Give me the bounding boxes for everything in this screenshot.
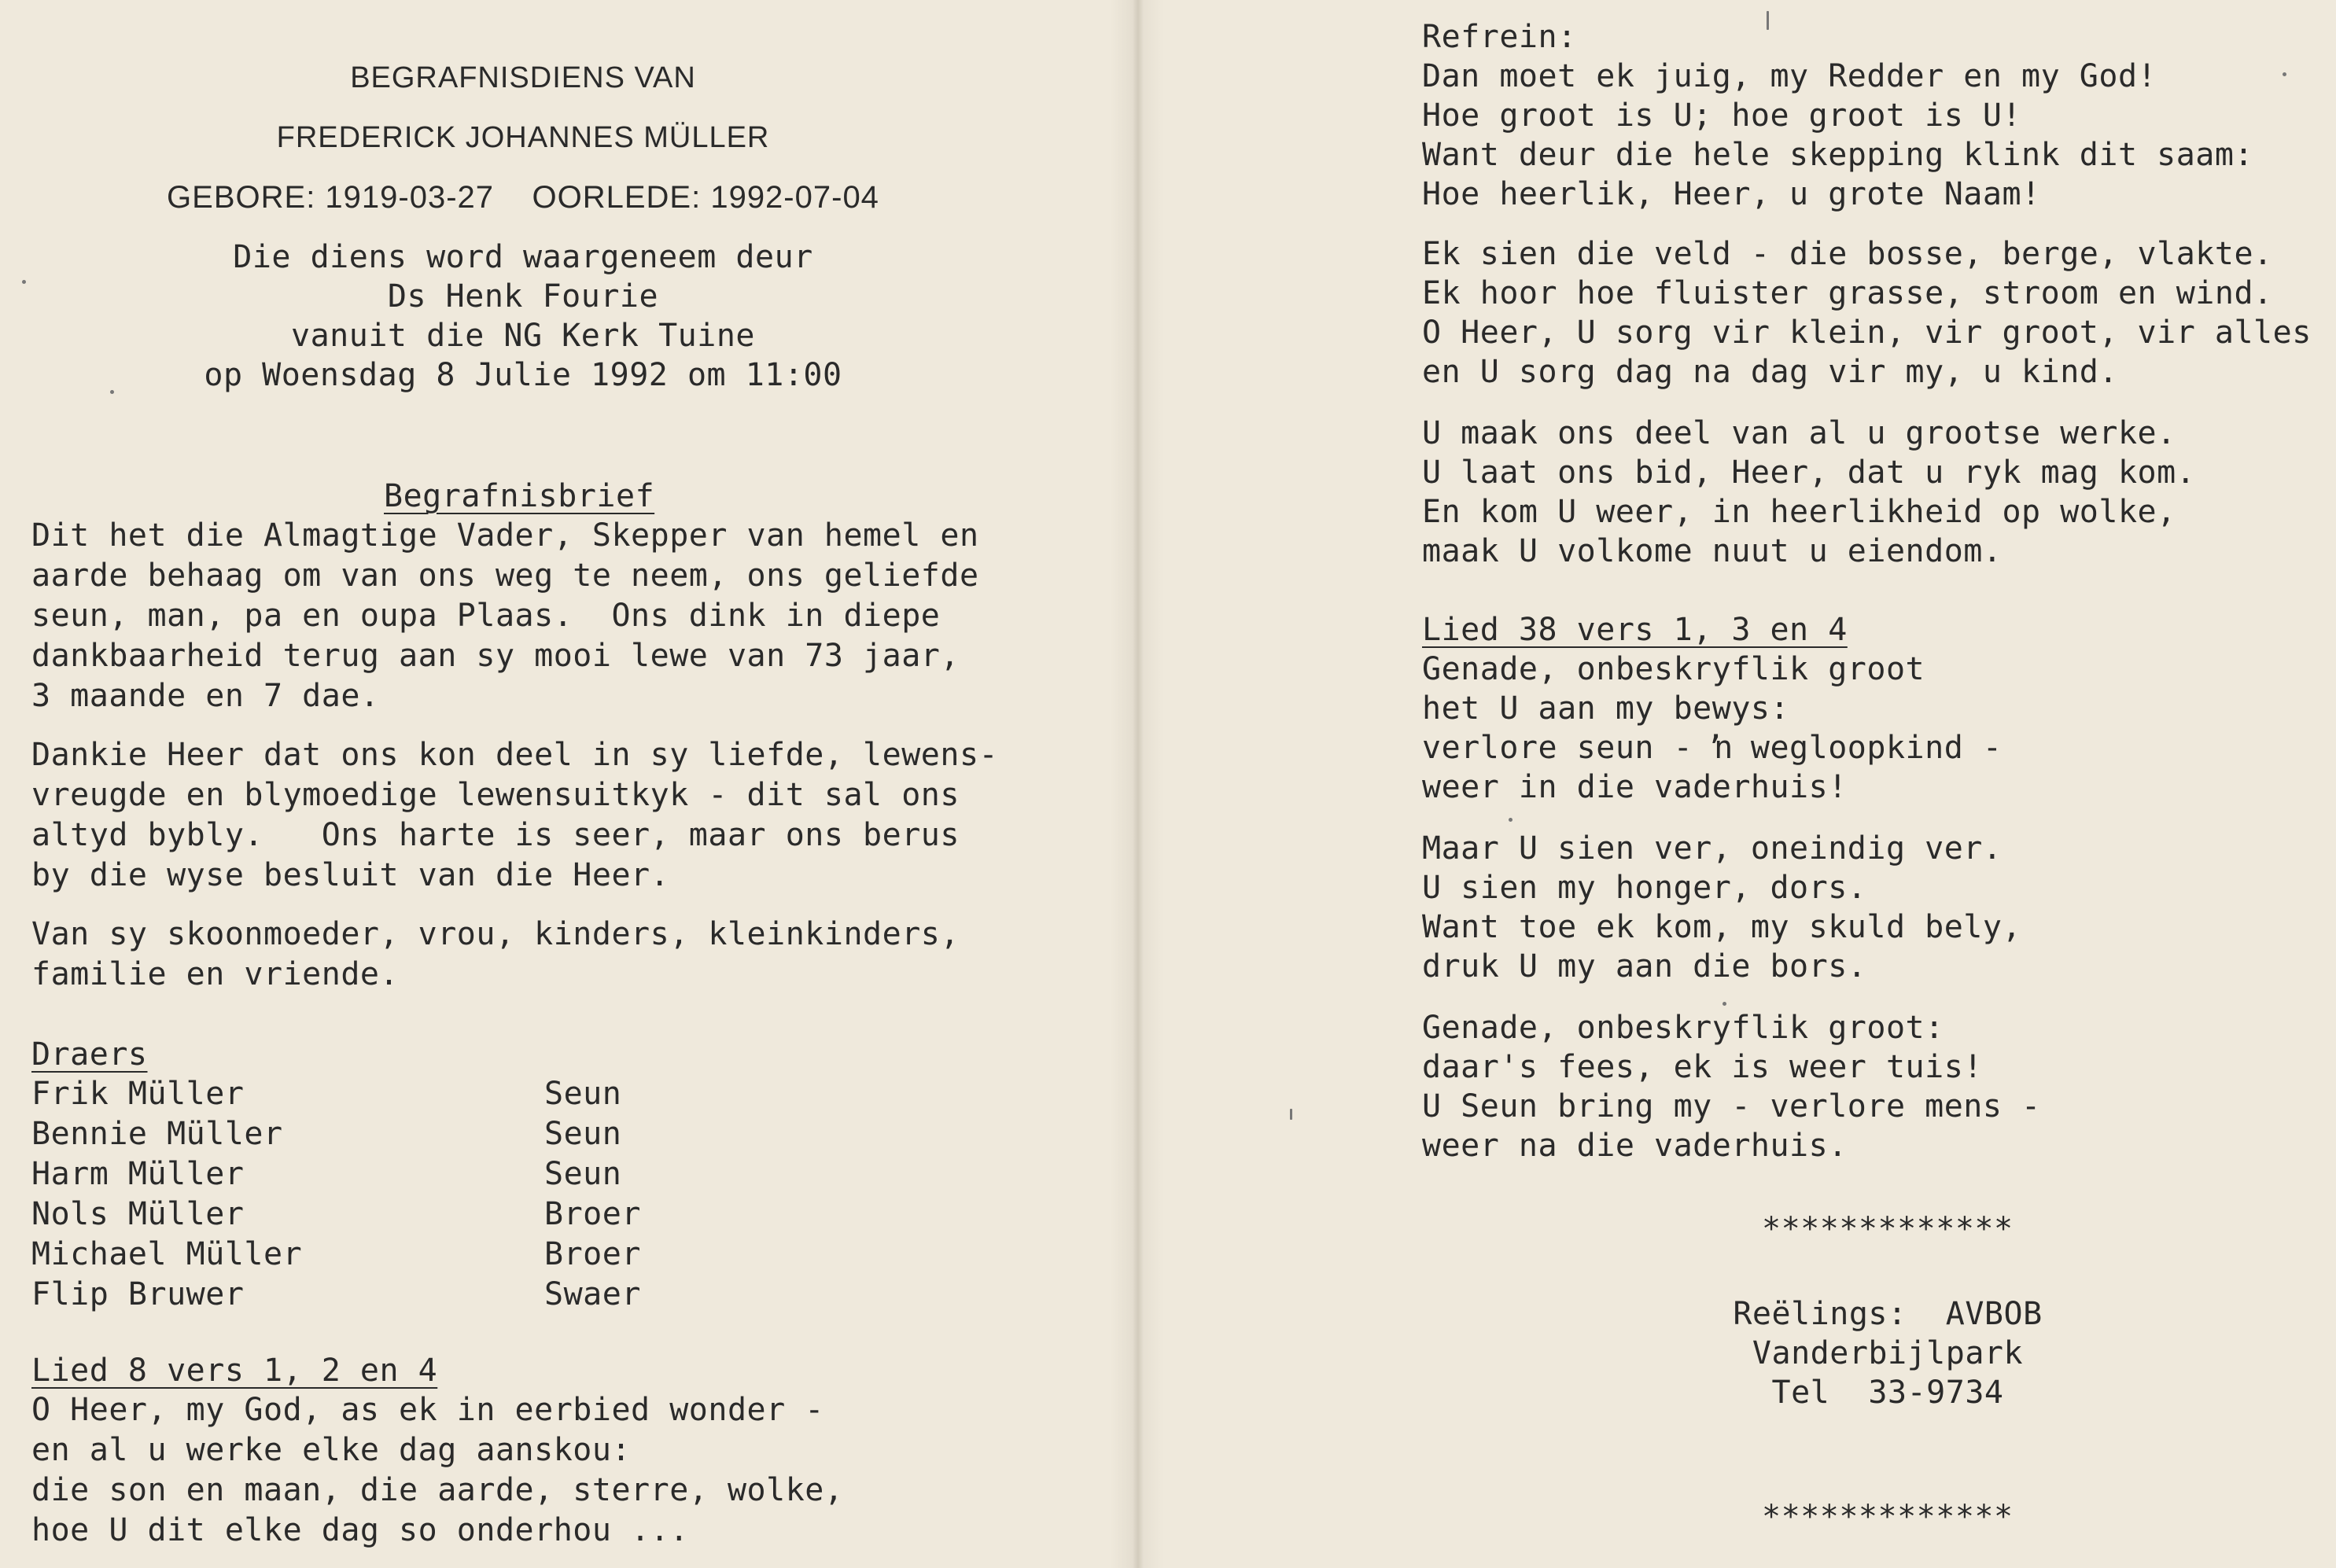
lied38-s2-line-2: U sien my honger, dors. [1422,870,1867,906]
birth-death-dates: GEBORE: 1919-03-27 OORLEDE: 1992-07-04 [167,180,879,215]
pallbearer-name: Nols Müller [31,1196,245,1232]
paper-speck [1290,1109,1292,1120]
lied8-line-1: O Heer, my God, as ek in eerbied wonder - [31,1392,824,1428]
brief-p1-line-5: 3 maande en 7 dae. [31,678,380,714]
arrangements-line-3: Tel 33-9734 [1771,1375,2004,1411]
brief-p1-line-3: seun, man, pa en oupa Plaas. Ons dink in diepe [31,598,941,634]
pallbearer-relation: Seun [544,1116,622,1152]
pallbearer-name: Harm Müller [31,1156,245,1192]
pallbearer-relation: Swaer [544,1276,641,1312]
brief-p3-line-1: Van sy skoonmoeder, vrou, kinders, kleinkinders, [31,916,960,952]
arrangements-line-2: Vanderbijlpark [1752,1335,2024,1371]
service-line-4: op Woensdag 8 Julie 1992 om 11:00 [204,357,842,393]
brief-p3-line-2: familie en vriende. [31,956,400,992]
paper-speck [2283,72,2286,76]
lied38-heading: Lied 38 vers 1, 3 en 4 [1422,612,1848,648]
lied38-s1-line-1: Genade, onbeskryflik groot [1422,651,1925,687]
lied38-s1-line-2: het U aan my bewys: [1422,690,1790,727]
brief-p2-line-3: altyd bybly. Ons harte is seer, maar ons berus [31,817,960,853]
begrafnisbrief-heading: Begrafnisbrief [384,478,655,514]
lied38-s2-line-1: Maar U sien ver, oneindig ver. [1422,830,2003,867]
brief-p2-line-4: by die wyse besluit van die Heer. [31,857,670,893]
refrein-line-1: Dan moet ek juig, my Redder en my God! [1422,58,2157,94]
brief-p1-line-4: dankbaarheid terug aan sy mooi lewe van 73 jaar, [31,638,960,674]
paper-speck [110,390,114,394]
lied8-line-3: die son en maan, die aarde, sterre, wolke, [31,1472,844,1508]
refrein-line-4: Hoe heerlik, Heer, u grote Naam! [1422,176,2041,212]
pallbearer-relation: Broer [544,1196,641,1232]
service-line-3: vanuit die NG Kerk Tuine [291,318,755,354]
paper-speck [22,280,26,284]
lied8-heading: Lied 8 vers 1, 2 en 4 [31,1353,438,1389]
pallbearer-name: Flip Bruwer [31,1276,245,1312]
refrein-line-2: Hoe groot is U; hoe groot is U! [1422,98,2022,134]
pallbearer-relation: Seun [544,1076,622,1112]
stanza2-line-4: en U sorg dag na dag vir my, u kind. [1422,354,2118,390]
paper-speck [1509,818,1513,822]
stanza2-line-3: O Heer, U sorg vir klein, vir groot, vir alles [1422,315,2312,351]
separator-top: ************* [1762,1211,2014,1247]
page-fold [1133,0,1144,1568]
arrangements-line-1: Reëlings: AVBOB [1733,1296,2043,1332]
service-line-2: Ds Henk Fourie [387,278,659,315]
pallbearer-name: Frik Müller [31,1076,245,1112]
stanza2-line-2: Ek hoor hoe fluister grasse, stroom en wind. [1422,275,2273,311]
pallbearer-name: Michael Müller [31,1236,303,1272]
stanza3-line-1: U maak ons deel van al u grootse werke. [1422,415,2176,451]
lied38-s1-line-3: verlore seun - ŉ wegloopkind - [1422,730,2003,766]
lied8-line-4: hoe U dit elke dag so onderhou ... [31,1512,689,1548]
pallbearer-name: Bennie Müller [31,1116,283,1152]
pallbearer-relation: Broer [544,1236,641,1272]
stanza3-line-2: U laat ons bid, Heer, dat u ryk mag kom. [1422,455,2196,491]
lied38-s3-line-3: U Seun bring my - verlore mens - [1422,1088,2041,1124]
lied38-s3-line-4: weer na die vaderhuis. [1422,1128,1848,1164]
refrein-line-3: Want deur die hele skepping klink dit saam: [1422,137,2254,173]
lied38-s2-line-4: druk U my aan die bors. [1422,948,1867,985]
brief-p2-line-1: Dankie Heer dat ons kon deel in sy liefde, lewens- [31,737,999,773]
service-line-1: Die diens word waargeneem deur [233,239,813,275]
brief-p1-line-2: aarde behaag om van ons weg te neem, ons geliefde [31,558,979,594]
lied38-s3-line-2: daar's fees, ek is weer tuis! [1422,1049,1983,1085]
paper-speck [1723,1002,1726,1006]
refrein-heading: Refrein: [1422,19,1577,55]
brief-p2-line-2: vreugde en blymoedige lewensuitkyk - dit sal ons [31,777,960,813]
lied38-s3-line-1: Genade, onbeskryflik groot: [1422,1010,1944,1046]
paper-speck [1767,11,1769,30]
lied38-s1-line-4: weer in die vaderhuis! [1422,769,1848,805]
stanza2-line-1: Ek sien die veld - die bosse, berge, vlakte. [1422,236,2273,272]
lied38-s2-line-3: Want toe ek kom, my skuld bely, [1422,909,2022,945]
brief-p1-line-1: Dit het die Almagtige Vader, Skepper van hemel en [31,517,979,554]
pallbearer-relation: Seun [544,1156,622,1192]
service-title: BEGRAFNISDIENS VAN [350,61,696,94]
deceased-name: FREDERICK JOHANNES MÜLLER [276,121,770,154]
stanza3-line-3: En kom U weer, in heerlikheid op wolke, [1422,494,2176,530]
separator-bottom: ************* [1762,1499,2014,1535]
stanza3-line-4: maak U volkome nuut u eiendom. [1422,533,2003,569]
draers-heading: Draers [31,1036,148,1073]
lied8-line-2: en al u werke elke dag aanskou: [31,1432,632,1468]
